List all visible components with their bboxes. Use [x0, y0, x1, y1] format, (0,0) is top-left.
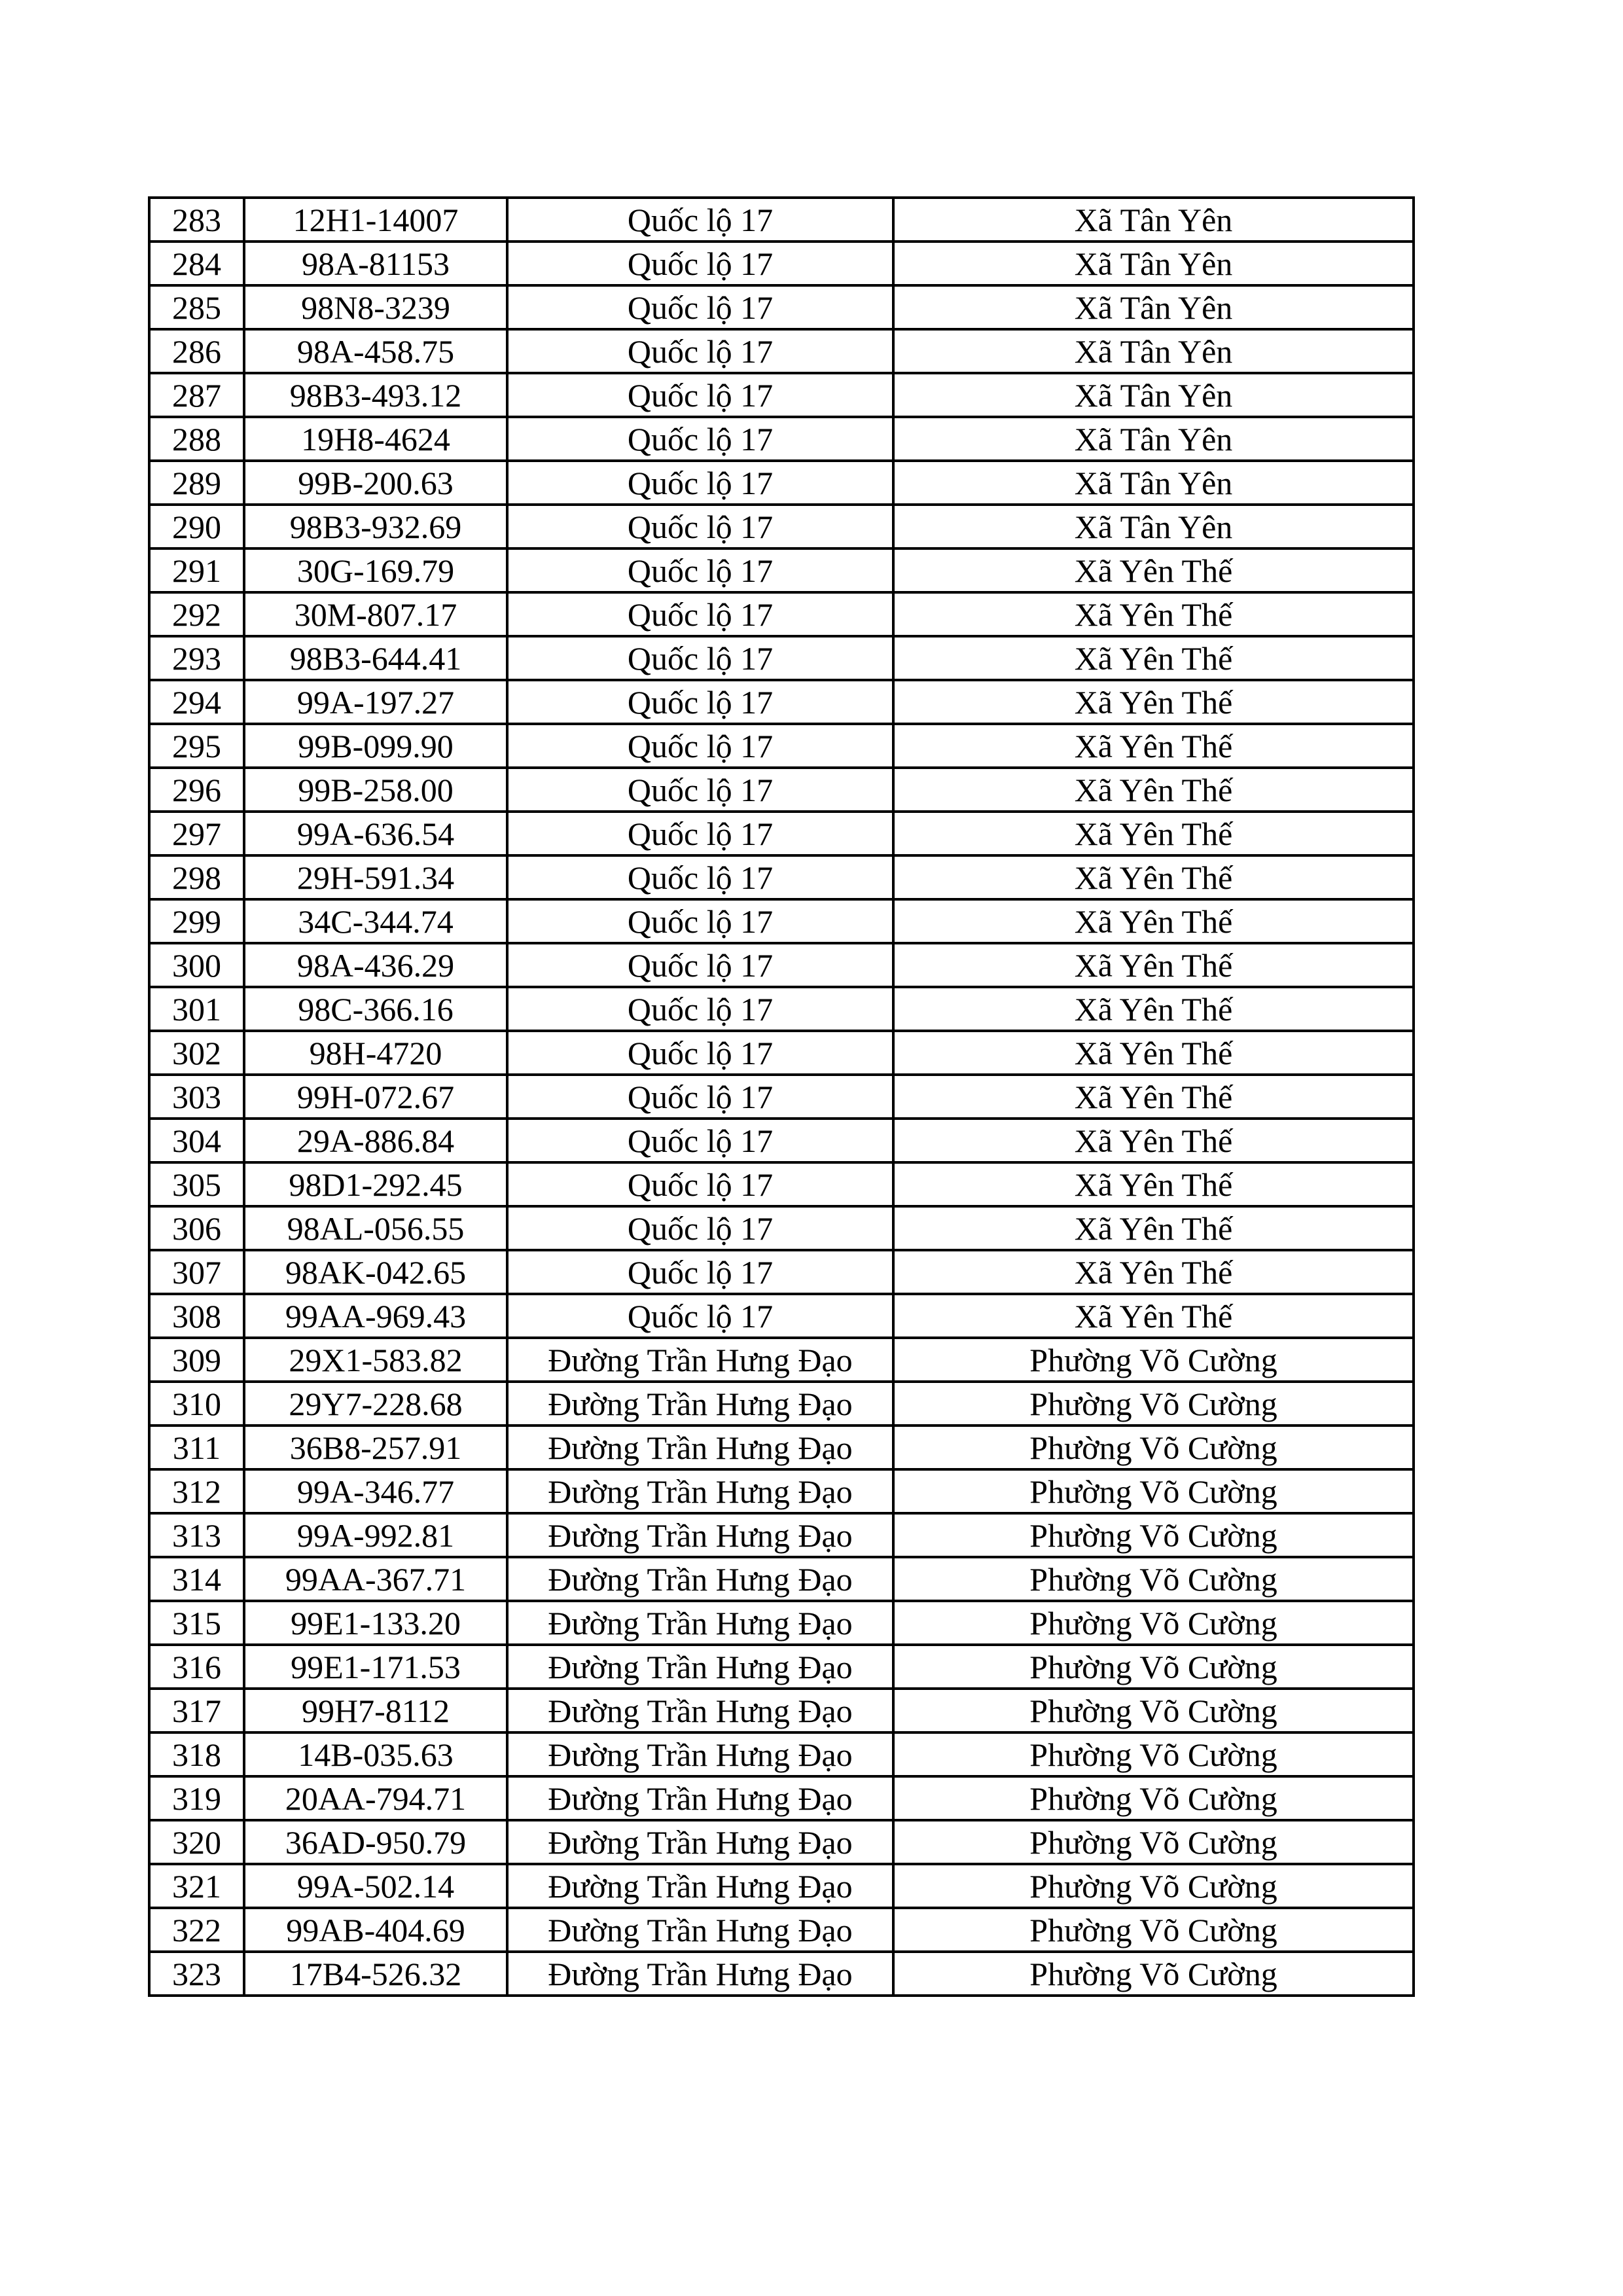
table-row [149, 1338, 1414, 1382]
table-row [149, 1952, 1414, 1996]
road-cell: Đường Trần Hưng Đạo [507, 1776, 893, 1820]
locality-cell: Xã Yên Thế [893, 1162, 1414, 1206]
license-plate-cell: 98B3-932.69 [244, 505, 507, 548]
license-plate-cell: 99A-502.14 [244, 1864, 507, 1908]
license-plate-cell: 98A-458.75 [244, 329, 507, 373]
road-cell: Quốc lộ 17 [507, 505, 893, 548]
road-cell: Quốc lộ 17 [507, 1206, 893, 1250]
table-row [149, 1250, 1414, 1294]
road-cell: Quốc lộ 17 [507, 943, 893, 987]
row-number-cell: 287 [149, 373, 244, 417]
table-row [149, 592, 1414, 636]
road-cell: Quốc lộ 17 [507, 285, 893, 329]
row-number-cell: 320 [149, 1820, 244, 1864]
locality-cell: Xã Yên Thế [893, 987, 1414, 1031]
table-row [149, 1776, 1414, 1820]
table-row [149, 1864, 1414, 1908]
table-row [149, 1469, 1414, 1513]
road-cell: Đường Trần Hưng Đạo [507, 1864, 893, 1908]
table-row [149, 373, 1414, 417]
road-cell: Quốc lộ 17 [507, 1031, 893, 1075]
locality-cell: Xã Yên Thế [893, 1206, 1414, 1250]
row-number-cell: 315 [149, 1601, 244, 1645]
locality-cell: Xã Yên Thế [893, 680, 1414, 724]
locality-cell: Phường Võ Cường [893, 1820, 1414, 1864]
locality-cell: Phường Võ Cường [893, 1426, 1414, 1469]
locality-cell: Xã Yên Thế [893, 1294, 1414, 1338]
locality-cell: Phường Võ Cường [893, 1557, 1414, 1601]
road-cell: Quốc lộ 17 [507, 242, 893, 285]
table-row [149, 1162, 1414, 1206]
row-number-cell: 303 [149, 1075, 244, 1119]
road-cell: Quốc lộ 17 [507, 768, 893, 812]
locality-cell: Phường Võ Cường [893, 1864, 1414, 1908]
table-row [149, 329, 1414, 373]
row-number-cell: 314 [149, 1557, 244, 1601]
road-cell: Đường Trần Hưng Đạo [507, 1732, 893, 1776]
license-plate-cell: 99A-636.54 [244, 812, 507, 855]
road-cell: Quốc lộ 17 [507, 373, 893, 417]
locality-cell: Phường Võ Cường [893, 1645, 1414, 1689]
table-body [149, 198, 1414, 1996]
locality-cell: Xã Yên Thế [893, 1250, 1414, 1294]
license-plate-cell: 99A-346.77 [244, 1469, 507, 1513]
road-cell: Đường Trần Hưng Đạo [507, 1908, 893, 1952]
row-number-cell: 307 [149, 1250, 244, 1294]
license-plate-cell: 36B8-257.91 [244, 1426, 507, 1469]
row-number-cell: 286 [149, 329, 244, 373]
locality-cell: Xã Tân Yên [893, 373, 1414, 417]
row-number-cell: 316 [149, 1645, 244, 1689]
license-plate-cell: 98A-81153 [244, 242, 507, 285]
locality-cell: Phường Võ Cường [893, 1776, 1414, 1820]
table-row [149, 1820, 1414, 1864]
table-row [149, 1557, 1414, 1601]
table-row [149, 1206, 1414, 1250]
license-plate-cell: 98B3-644.41 [244, 636, 507, 680]
locality-cell: Xã Tân Yên [893, 242, 1414, 285]
row-number-cell: 292 [149, 592, 244, 636]
road-cell: Quốc lộ 17 [507, 812, 893, 855]
road-cell: Quốc lộ 17 [507, 1119, 893, 1162]
road-cell: Quốc lộ 17 [507, 724, 893, 768]
locality-cell: Xã Tân Yên [893, 461, 1414, 505]
locality-cell: Xã Yên Thế [893, 943, 1414, 987]
license-plate-cell: 29Y7-228.68 [244, 1382, 507, 1426]
license-plate-cell: 30M-807.17 [244, 592, 507, 636]
license-plate-cell: 14B-035.63 [244, 1732, 507, 1776]
table-row [149, 1908, 1414, 1952]
locality-cell: Phường Võ Cường [893, 1689, 1414, 1732]
row-number-cell: 290 [149, 505, 244, 548]
road-cell: Đường Trần Hưng Đạo [507, 1469, 893, 1513]
road-cell: Quốc lộ 17 [507, 1294, 893, 1338]
road-cell: Đường Trần Hưng Đạo [507, 1382, 893, 1426]
table-row [149, 943, 1414, 987]
table-row [149, 855, 1414, 899]
table-row [149, 812, 1414, 855]
table-row [149, 724, 1414, 768]
table-row [149, 1426, 1414, 1469]
row-number-cell: 323 [149, 1952, 244, 1996]
row-number-cell: 305 [149, 1162, 244, 1206]
license-plate-cell: 98AL-056.55 [244, 1206, 507, 1250]
license-plate-cell: 36AD-950.79 [244, 1820, 507, 1864]
road-cell: Quốc lộ 17 [507, 899, 893, 943]
license-plate-cell: 99AA-367.71 [244, 1557, 507, 1601]
road-cell: Đường Trần Hưng Đạo [507, 1645, 893, 1689]
license-plate-cell: 98H-4720 [244, 1031, 507, 1075]
license-plate-cell: 99B-200.63 [244, 461, 507, 505]
license-plate-cell: 12H1-14007 [244, 198, 507, 242]
row-number-cell: 302 [149, 1031, 244, 1075]
road-cell: Quốc lộ 17 [507, 329, 893, 373]
table-row [149, 1382, 1414, 1426]
table-row [149, 1294, 1414, 1338]
road-cell: Quốc lộ 17 [507, 592, 893, 636]
road-cell: Quốc lộ 17 [507, 1162, 893, 1206]
row-number-cell: 283 [149, 198, 244, 242]
row-number-cell: 289 [149, 461, 244, 505]
row-number-cell: 322 [149, 1908, 244, 1952]
locality-cell: Xã Tân Yên [893, 285, 1414, 329]
table-row [149, 768, 1414, 812]
locality-cell: Xã Yên Thế [893, 724, 1414, 768]
locality-cell: Xã Yên Thế [893, 1075, 1414, 1119]
locality-cell: Xã Yên Thế [893, 1119, 1414, 1162]
row-number-cell: 319 [149, 1776, 244, 1820]
road-cell: Đường Trần Hưng Đạo [507, 1952, 893, 1996]
license-plate-cell: 99E1-133.20 [244, 1601, 507, 1645]
row-number-cell: 300 [149, 943, 244, 987]
locality-cell: Phường Võ Cường [893, 1952, 1414, 1996]
license-plate-cell: 30G-169.79 [244, 548, 507, 592]
row-number-cell: 308 [149, 1294, 244, 1338]
row-number-cell: 296 [149, 768, 244, 812]
locality-cell: Phường Võ Cường [893, 1513, 1414, 1557]
road-cell: Đường Trần Hưng Đạo [507, 1601, 893, 1645]
locality-cell: Xã Yên Thế [893, 592, 1414, 636]
road-cell: Đường Trần Hưng Đạo [507, 1820, 893, 1864]
road-cell: Quốc lộ 17 [507, 680, 893, 724]
license-plate-cell: 29X1-583.82 [244, 1338, 507, 1382]
table-row [149, 680, 1414, 724]
license-plate-cell: 99AA-969.43 [244, 1294, 507, 1338]
road-cell: Đường Trần Hưng Đạo [507, 1426, 893, 1469]
road-cell: Quốc lộ 17 [507, 548, 893, 592]
road-cell: Quốc lộ 17 [507, 987, 893, 1031]
license-plate-cell: 99B-099.90 [244, 724, 507, 768]
road-cell: Quốc lộ 17 [507, 1250, 893, 1294]
license-plate-cell: 98D1-292.45 [244, 1162, 507, 1206]
row-number-cell: 294 [149, 680, 244, 724]
row-number-cell: 288 [149, 417, 244, 461]
locality-cell: Xã Tân Yên [893, 417, 1414, 461]
row-number-cell: 284 [149, 242, 244, 285]
row-number-cell: 297 [149, 812, 244, 855]
license-plate-cell: 99E1-171.53 [244, 1645, 507, 1689]
road-cell: Quốc lộ 17 [507, 855, 893, 899]
locality-cell: Xã Yên Thế [893, 1031, 1414, 1075]
table-row [149, 548, 1414, 592]
locality-cell: Xã Tân Yên [893, 198, 1414, 242]
table-row [149, 242, 1414, 285]
locality-cell: Phường Võ Cường [893, 1732, 1414, 1776]
locality-cell: Xã Yên Thế [893, 855, 1414, 899]
license-plate-cell: 34C-344.74 [244, 899, 507, 943]
row-number-cell: 313 [149, 1513, 244, 1557]
license-plate-cell: 99H-072.67 [244, 1075, 507, 1119]
road-cell: Đường Trần Hưng Đạo [507, 1689, 893, 1732]
vehicle-records-table [148, 196, 1415, 1997]
license-plate-cell: 19H8-4624 [244, 417, 507, 461]
table-row [149, 505, 1414, 548]
road-cell: Quốc lộ 17 [507, 417, 893, 461]
locality-cell: Xã Yên Thế [893, 899, 1414, 943]
locality-cell: Phường Võ Cường [893, 1601, 1414, 1645]
locality-cell: Phường Võ Cường [893, 1382, 1414, 1426]
table-row [149, 636, 1414, 680]
row-number-cell: 298 [149, 855, 244, 899]
table-row [149, 1119, 1414, 1162]
table-row [149, 198, 1414, 242]
license-plate-cell: 98N8-3239 [244, 285, 507, 329]
locality-cell: Xã Yên Thế [893, 548, 1414, 592]
license-plate-cell: 29H-591.34 [244, 855, 507, 899]
row-number-cell: 318 [149, 1732, 244, 1776]
license-plate-cell: 99B-258.00 [244, 768, 507, 812]
row-number-cell: 301 [149, 987, 244, 1031]
table-row [149, 1689, 1414, 1732]
license-plate-cell: 29A-886.84 [244, 1119, 507, 1162]
table-row [149, 987, 1414, 1031]
row-number-cell: 293 [149, 636, 244, 680]
locality-cell: Phường Võ Cường [893, 1908, 1414, 1952]
locality-cell: Xã Yên Thế [893, 768, 1414, 812]
row-number-cell: 309 [149, 1338, 244, 1382]
locality-cell: Phường Võ Cường [893, 1338, 1414, 1382]
locality-cell: Phường Võ Cường [893, 1469, 1414, 1513]
table-row [149, 1075, 1414, 1119]
road-cell: Quốc lộ 17 [507, 1075, 893, 1119]
license-plate-cell: 99A-197.27 [244, 680, 507, 724]
license-plate-cell: 20AA-794.71 [244, 1776, 507, 1820]
table-row [149, 417, 1414, 461]
row-number-cell: 285 [149, 285, 244, 329]
locality-cell: Xã Yên Thế [893, 812, 1414, 855]
row-number-cell: 291 [149, 548, 244, 592]
locality-cell: Xã Yên Thế [893, 636, 1414, 680]
road-cell: Quốc lộ 17 [507, 198, 893, 242]
locality-cell: Xã Tân Yên [893, 505, 1414, 548]
license-plate-cell: 17B4-526.32 [244, 1952, 507, 1996]
row-number-cell: 299 [149, 899, 244, 943]
license-plate-cell: 98B3-493.12 [244, 373, 507, 417]
license-plate-cell: 98C-366.16 [244, 987, 507, 1031]
license-plate-cell: 99H7-8112 [244, 1689, 507, 1732]
road-cell: Quốc lộ 17 [507, 461, 893, 505]
table-row [149, 899, 1414, 943]
road-cell: Đường Trần Hưng Đạo [507, 1513, 893, 1557]
table-row [149, 1732, 1414, 1776]
row-number-cell: 310 [149, 1382, 244, 1426]
license-plate-cell: 99AB-404.69 [244, 1908, 507, 1952]
row-number-cell: 306 [149, 1206, 244, 1250]
road-cell: Đường Trần Hưng Đạo [507, 1557, 893, 1601]
row-number-cell: 321 [149, 1864, 244, 1908]
table-row [149, 1513, 1414, 1557]
table-row [149, 285, 1414, 329]
locality-cell: Xã Tân Yên [893, 329, 1414, 373]
table-row [149, 1645, 1414, 1689]
table-row [149, 1031, 1414, 1075]
road-cell: Đường Trần Hưng Đạo [507, 1338, 893, 1382]
license-plate-cell: 98AK-042.65 [244, 1250, 507, 1294]
table-row [149, 1601, 1414, 1645]
license-plate-cell: 98A-436.29 [244, 943, 507, 987]
row-number-cell: 317 [149, 1689, 244, 1732]
row-number-cell: 295 [149, 724, 244, 768]
row-number-cell: 304 [149, 1119, 244, 1162]
license-plate-cell: 99A-992.81 [244, 1513, 507, 1557]
row-number-cell: 311 [149, 1426, 244, 1469]
road-cell: Quốc lộ 17 [507, 636, 893, 680]
table-row [149, 461, 1414, 505]
row-number-cell: 312 [149, 1469, 244, 1513]
